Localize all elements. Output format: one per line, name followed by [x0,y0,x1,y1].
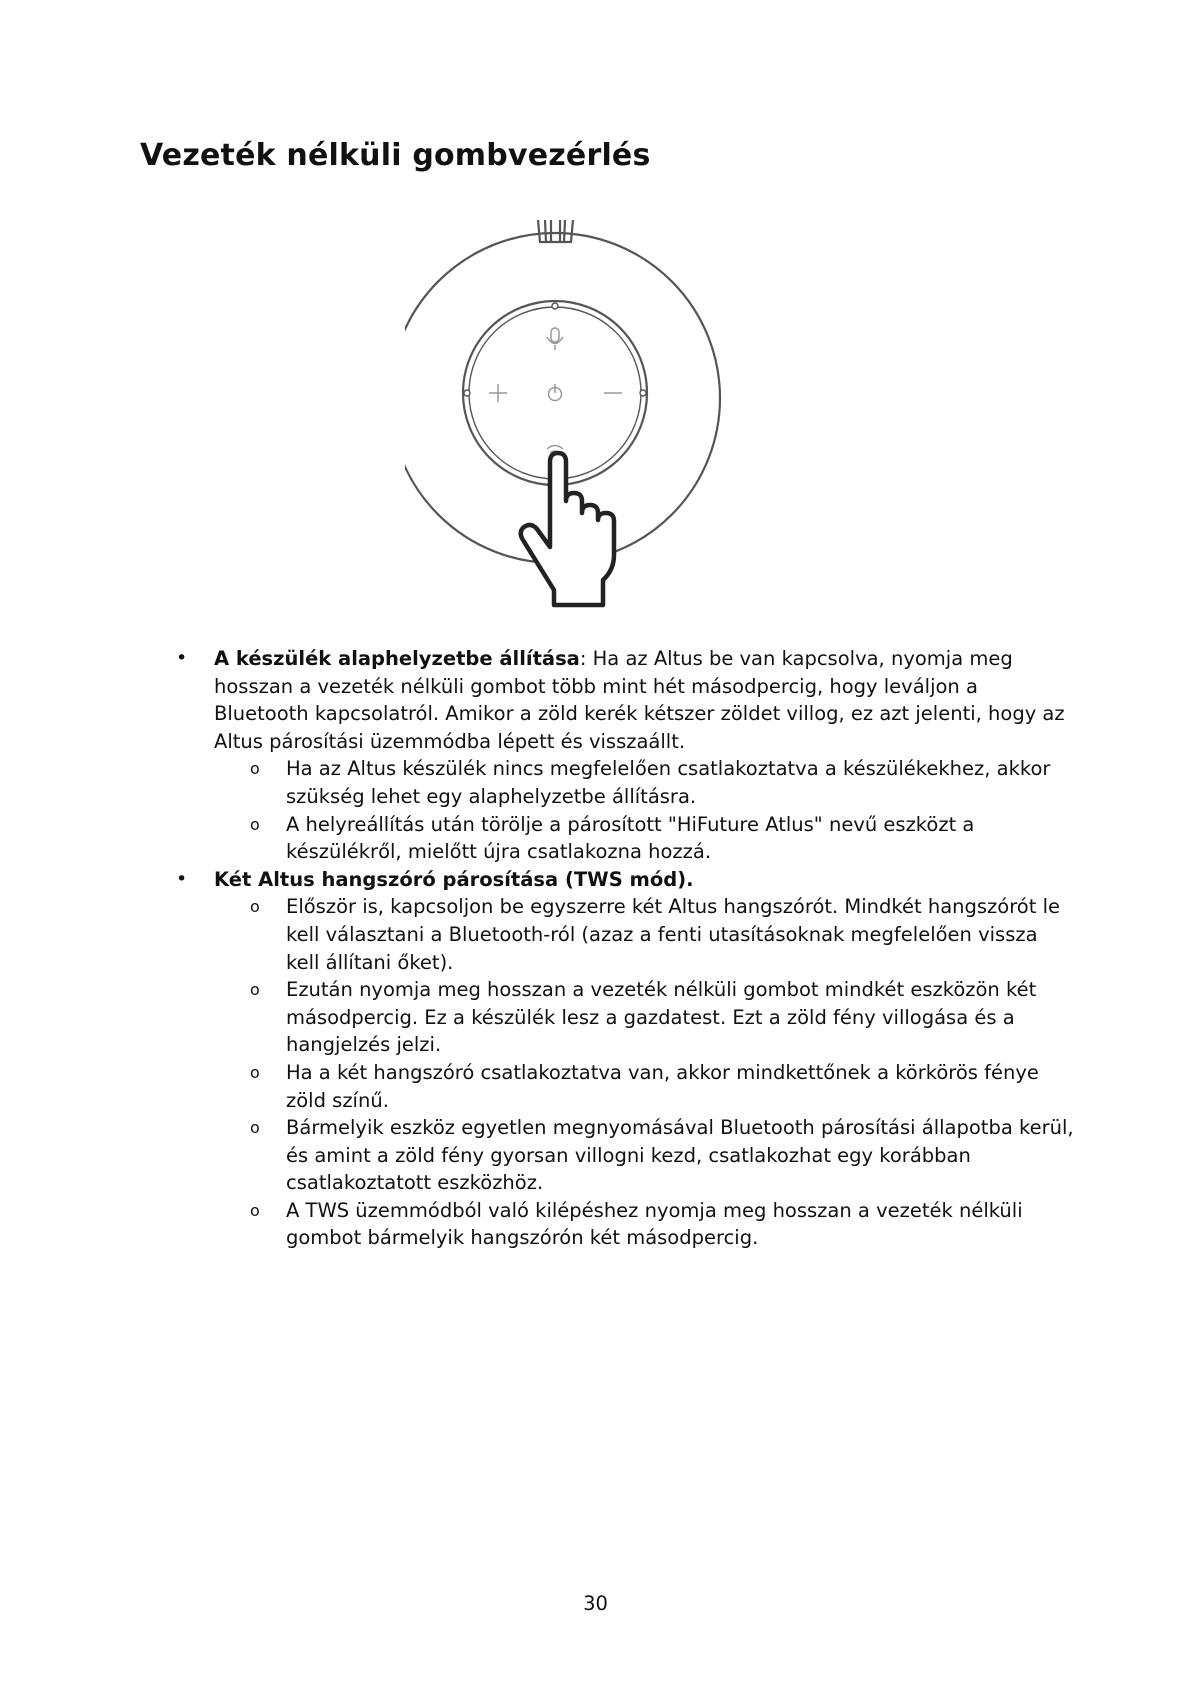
sub-item-text: Ezután nyomja meg hosszan a vezeték nélküli gombot mindkét eszközön két másodpercig. Ez a készülék lesz a gazdatest. Ezt a zöld fény villogása és a hangjelzés jelzi. [286,978,1037,1057]
instructions [176,645,1076,1252]
page-title: Vezeték nélküli gombvezérlés [140,138,651,173]
microphone-icon [547,328,563,350]
sub-marker: o [250,1118,260,1138]
bullet-item-reset [176,645,1076,755]
sub-item [176,811,1076,866]
sub-marker: o [250,980,260,1000]
sub-marker: o [250,759,260,779]
page-number: 30 [583,1592,608,1615]
bullet-item-tws [176,866,1076,894]
sub-item-text: Először is, kapcsoljon be egyszerre két Altus hangszórót. Mindkét hangszórót le kell választani a Bluetooth-ról (azaz a fenti utasításoknak megfelelően vissza kell állítani őket). [286,895,1060,974]
tws-heading: Két Altus hangszóró párosítása (TWS mód). [214,867,694,891]
sub-marker: o [250,814,260,834]
bullet-marker: • [176,647,188,669]
sub-item [176,976,1076,1059]
sub-item-text: A TWS üzemmódból való kilépéshez nyomja meg hosszan a vezeték nélküli gombot bármelyik hangszórón két másodpercig. [286,1198,1023,1250]
sub-item [176,1197,1076,1252]
hand-pointer-icon [521,453,614,605]
power-icon [549,384,562,401]
sub-marker: o [250,897,260,917]
sub-item-text: Ha a két hangszóró csatlakoztatva van, akkor mindkettőnek a körkörös fénye zöld színű. [286,1060,1039,1112]
sub-item-text: A helyreállítás után törölje a párosított "HiFuture Atlus" nevű eszközt a készülékről, mielőtt újra csatlakozna hozzá. [286,812,975,864]
speaker-illustration [405,220,805,640]
sub-item-text: Ha az Altus készülék nincs megfelelően csatlakoztatva a készülékekhez, akkor szükség lehet egy alaphelyzetbe állításra. [286,757,1051,808]
sub-marker: o [250,1062,260,1082]
bullet-marker: • [176,867,188,890]
sub-item [176,755,1076,810]
sub-item [176,893,1076,976]
sub-item [176,1059,1076,1114]
reset-heading: A készülék alaphelyzetbe állítása [214,647,580,670]
sub-item [176,1114,1076,1197]
speaker-handle [538,220,573,242]
sub-marker: o [250,1200,260,1220]
reset-text: : Ha az Altus be van kapcsolva, nyomja meg hosszan a vezeték nélküli gombot több mint hét másodpercig, hogy leváljon a Bluetooth kapcsolatról. Amikor a zöld kerék kétszer zöldet villog, ez azt jelenti, hogy az Altus párosítási üzemmódba lépett és visszaállt. [214,647,1065,753]
sub-item-text: Bármelyik eszköz egyetlen megnyomásával Bluetooth párosítási állapotba kerül, és amint a zöld fény gyorsan villogni kezd, csatlakozhat egy korábban csatlakoztatott eszközhöz. [286,1116,1074,1195]
plus-icon [489,384,507,402]
